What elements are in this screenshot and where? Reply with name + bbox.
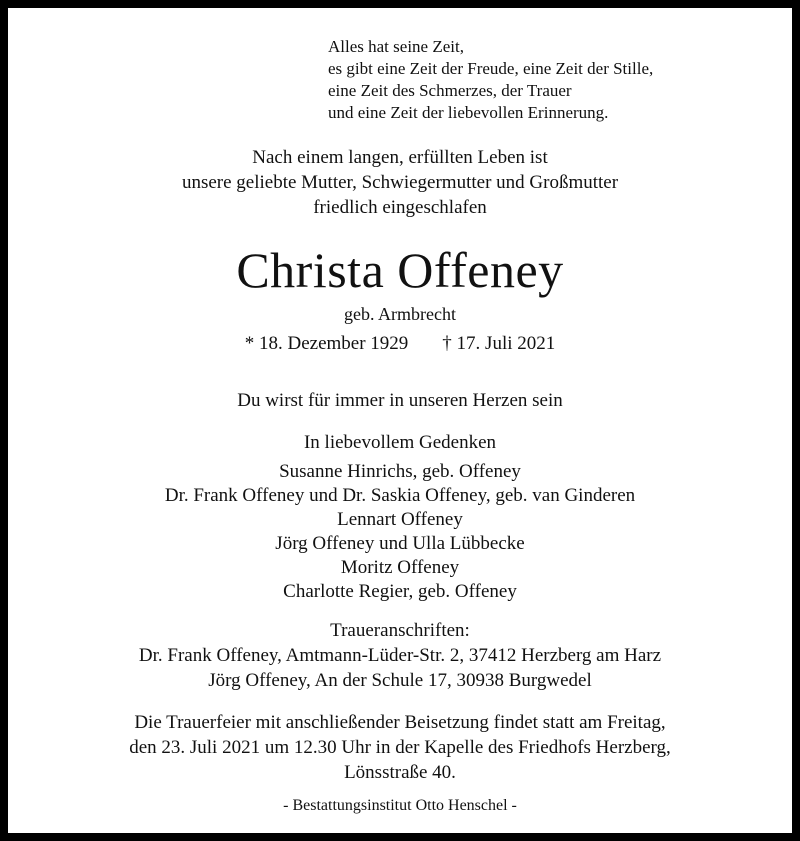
- maiden-name: geb. Armbrecht: [344, 304, 456, 324]
- list-item: Dr. Frank Offeney und Dr. Saskia Offeney, geb. van Ginderen: [164, 485, 636, 506]
- poem-line: Alles hat seine Zeit,: [328, 37, 464, 56]
- mourners-list: [8, 460, 792, 604]
- service-line: den 23. Juli 2021 um 12.30 Uhr in der Kapelle des Friedhofs Herzberg,: [129, 737, 671, 758]
- poem: [328, 36, 653, 124]
- poem-line: es gibt eine Zeit der Freude, eine Zeit der Stille,: [328, 59, 654, 78]
- address-line: Jörg Offeney, An der Schule 17, 30938 Burgwedel: [208, 670, 592, 691]
- service-line: Die Trauerfeier mit anschließender Beisetzung findet statt am Freitag,: [134, 712, 666, 733]
- birth-date: * 18. Dezember 1929: [244, 333, 409, 354]
- list-item: Charlotte Regier, geb. Offeney: [283, 581, 517, 602]
- death-date: † 17. Juli 2021: [442, 333, 556, 354]
- addresses-list: [8, 643, 792, 693]
- undertaker-credit: - Bestattungsinstitut Otto Henschel -: [283, 797, 517, 814]
- list-item: Lennart Offeney: [337, 509, 463, 530]
- address-line: Dr. Frank Offeney, Amtmann-Lüder-Str. 2, 37412 Herzberg am Harz: [138, 645, 662, 666]
- service-line: Lönsstraße 40.: [344, 762, 456, 783]
- list-item: Susanne Hinrichs, geb. Offeney: [279, 461, 521, 482]
- poem-line: eine Zeit des Schmerzes, der Trauer: [328, 81, 572, 100]
- motto: Du wirst für immer in unseren Herzen sein: [237, 390, 563, 411]
- gedenken-heading: In liebevollem Gedenken: [303, 432, 497, 453]
- intro-line: friedlich eingeschlafen: [313, 197, 487, 218]
- intro-line: unsere geliebte Mutter, Schwiegermutter und Großmutter: [181, 172, 619, 193]
- deceased-name: Christa Offeney: [236, 242, 564, 298]
- intro-text: [8, 145, 792, 220]
- service-info: [8, 710, 792, 785]
- list-item: Moritz Offeney: [340, 557, 460, 578]
- addresses-title: Traueranschriften:: [330, 620, 470, 641]
- poem-line: und eine Zeit der liebevollen Erinnerung.: [328, 103, 609, 122]
- life-dates: [8, 332, 792, 356]
- intro-line: Nach einem langen, erfüllten Leben ist: [252, 147, 548, 168]
- list-item: Jörg Offeney und Ulla Lübbecke: [275, 533, 525, 554]
